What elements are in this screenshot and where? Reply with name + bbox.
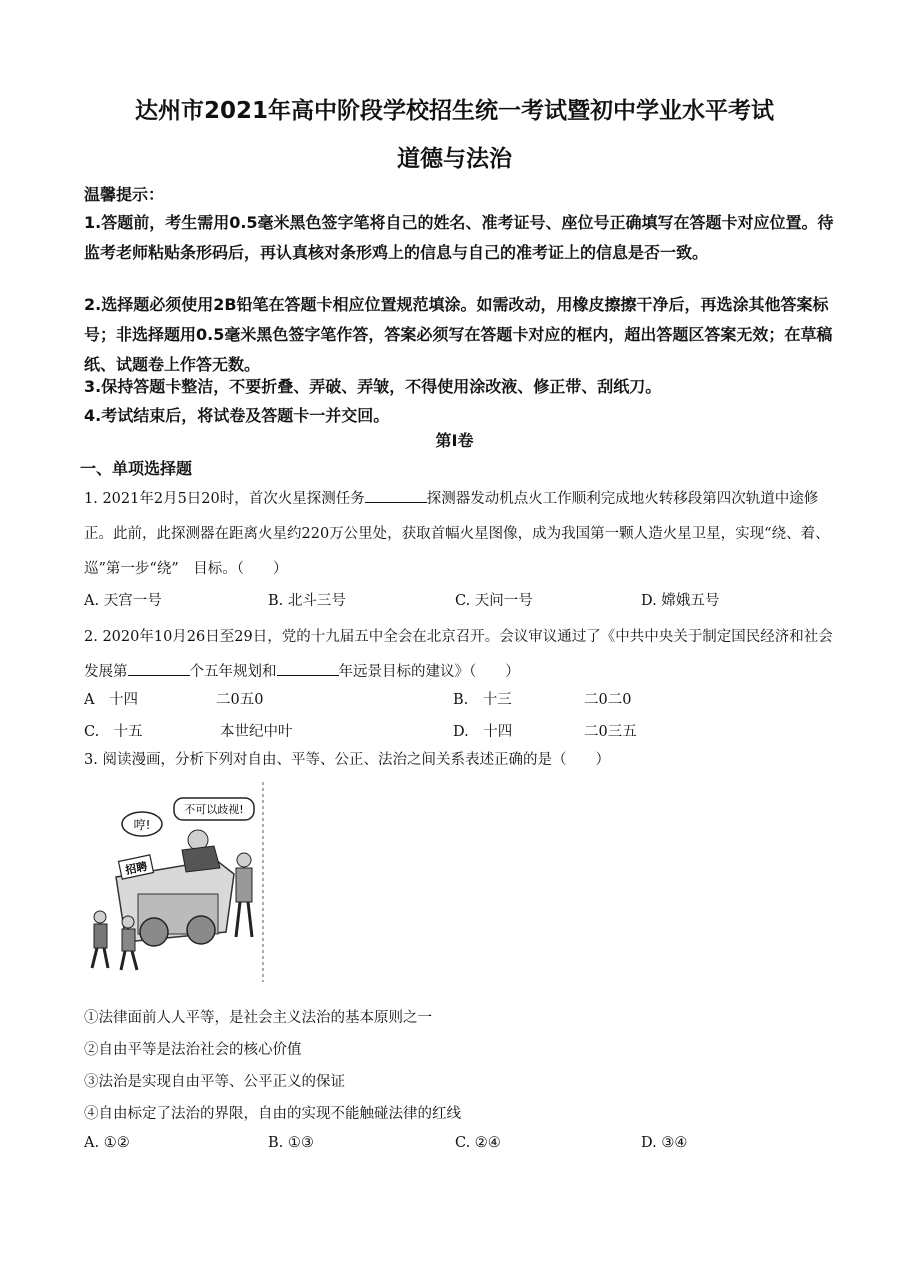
q2-blank-1 bbox=[128, 661, 190, 676]
discrimination-cartoon bbox=[86, 782, 264, 982]
q2-option-d-value: 二0三五 bbox=[584, 724, 637, 740]
q2-blank-2 bbox=[277, 661, 339, 676]
notice-item-3: 3.保持答题卡整洁，不要折叠、弄破、弄皱，不得使用涂改液、修正带、刮纸刀。 bbox=[84, 377, 662, 396]
q2-text-part3: 年远景目标的建议》（ ） bbox=[338, 664, 520, 680]
q1-text-part1: 1. 2021年2月5日20时，首次火星探测任务 bbox=[84, 491, 365, 507]
section-title: 一、单项选择题 bbox=[80, 459, 193, 478]
q2-option-b-value: 二0二0 bbox=[584, 692, 632, 708]
q2-option-a-value: 二0五0 bbox=[216, 692, 264, 708]
q2-option-c[interactable]: C. 十五 bbox=[84, 724, 143, 740]
exam-title: 达州市2021年高中阶段学校招生统一考试暨初中学业水平考试 bbox=[134, 98, 774, 124]
notice-item-2: 2.选择题必须使用2B铅笔在答题卡相应位置规范填涂。如需改动，用橡皮擦擦干净后，再选涂其他答案标号；非选择题用0.5毫米黑色签字笔作答，答案必须写在答题卡对应的框内，超出答题区答案无效；在草稿纸、试题卷上作答无数。 bbox=[84, 295, 833, 374]
q1-blank bbox=[365, 488, 427, 503]
q3-statement-4: ④自由标定了法治的界限，自由的实现不能触碰法律的红线 bbox=[84, 1106, 461, 1122]
cartoon-sign: 招聘 bbox=[124, 859, 149, 878]
question-2-stem bbox=[84, 620, 834, 690]
volume-label: 第Ⅰ卷 bbox=[435, 431, 474, 450]
q1-option-a[interactable]: A. 天宫一号 bbox=[84, 593, 162, 609]
q2-text-part2: 个五年规划和 bbox=[189, 664, 277, 680]
q3-option-b[interactable]: B. ①③ bbox=[268, 1135, 314, 1151]
q3-option-d[interactable]: D. ③④ bbox=[641, 1135, 688, 1151]
question-1-stem bbox=[84, 482, 834, 587]
cartoon-bubble-right: 不可以歧视! bbox=[184, 803, 244, 816]
q2-option-d[interactable]: D. 十四 bbox=[453, 724, 513, 740]
notice-heading: 温馨提示： bbox=[84, 185, 165, 204]
notice-item-1: 1.答题前，考生需用0.5毫米黑色签字笔将自己的姓名、准考证号、座位号正确填写在答题卡对应位置。待监考老师粘贴条形码后，再认真核对条形鸡上的信息与自己的准考证上的信息是否一致。 bbox=[84, 213, 834, 262]
q3-statement-2: ②自由平等是法治社会的核心价值 bbox=[84, 1042, 302, 1058]
q2-option-a[interactable]: A 十四 bbox=[84, 692, 138, 708]
q2-text-part1: 2. 2020年10月26日至29日，党的十九届五中全会在北京召开。会议审议通过了《中共中央关于制定国民经济和社会发展第 bbox=[84, 629, 833, 680]
q1-text-part2: 探测器发动机点火工作顺利完成地火转移段第四次轨道中途修正。此前，此探测器在距离火星约220万公里处，获取首幅火星图像，成为我国第一颗人造火星卫星，实现“绕、着、巡”第一步“绕” 目标。（ ） bbox=[84, 491, 830, 577]
q1-option-b[interactable]: B. 北斗三号 bbox=[268, 593, 346, 609]
subject-title: 道德与法治 bbox=[397, 146, 512, 172]
cartoon-bubble-left: 哼! bbox=[133, 818, 151, 832]
question-3-stem: 3. 阅读漫画，分析下列对自由、平等、公正、法治之间关系表述正确的是（ ） bbox=[84, 752, 610, 768]
q3-statement-3: ③法治是实现自由平等、公平正义的保证 bbox=[84, 1074, 345, 1090]
q1-option-d[interactable]: D. 嫦娥五号 bbox=[641, 593, 720, 609]
q3-option-c[interactable]: C. ②④ bbox=[455, 1135, 501, 1151]
q3-option-a[interactable]: A. ①② bbox=[84, 1135, 130, 1151]
q2-option-b[interactable]: B. 十三 bbox=[453, 692, 512, 708]
q2-option-c-value: 本世纪中叶 bbox=[220, 724, 293, 740]
q3-statement-1: ①法律面前人人平等，是社会主义法治的基本原则之一 bbox=[84, 1010, 432, 1026]
q1-option-c[interactable]: C. 天问一号 bbox=[455, 593, 533, 609]
notice-item-4: 4.考试结束后，将试卷及答题卡一并交回。 bbox=[84, 406, 390, 425]
